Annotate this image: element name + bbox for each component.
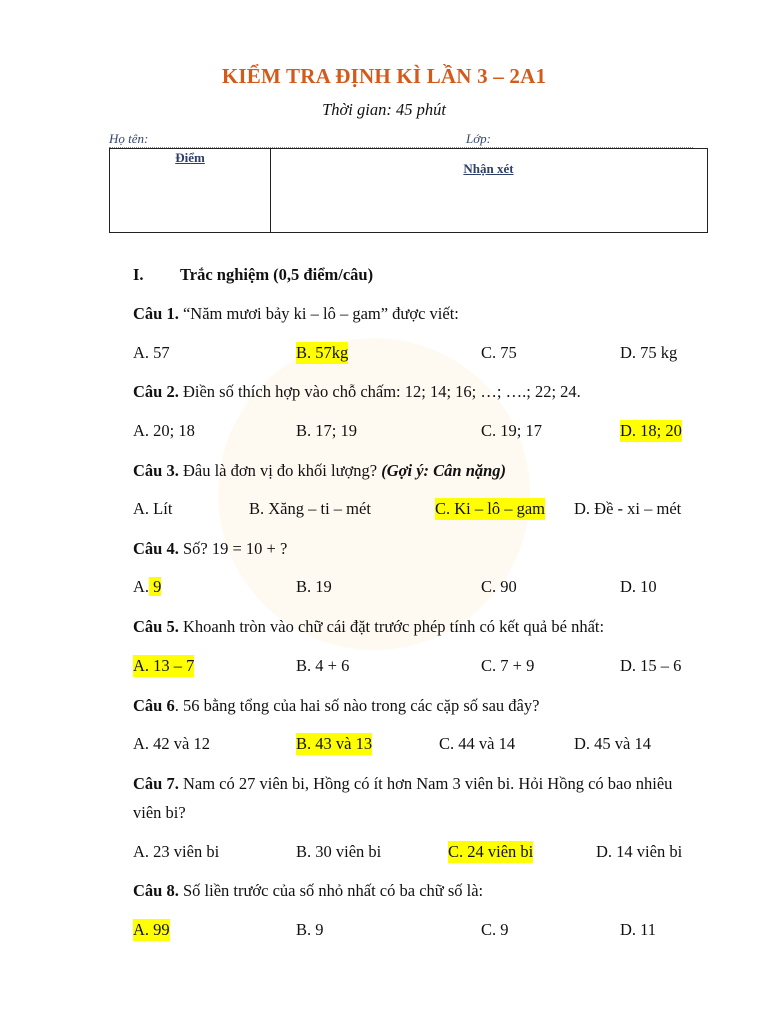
question-text: Số liền trước của số nhỏ nhất có ba chữ số là: xyxy=(178,881,484,900)
option-text: 43 và 13 xyxy=(311,734,373,753)
option-2c[interactable] xyxy=(481,420,542,442)
class-label: Lớp: xyxy=(466,131,491,146)
option-letter: C. xyxy=(448,842,464,861)
option-text: Ki – lô – gam xyxy=(450,499,546,518)
option-letter: D. xyxy=(574,734,591,753)
option-6c[interactable] xyxy=(439,733,515,755)
question-text: “Năm mươi bảy ki – lô – gam” được viết: xyxy=(178,304,459,323)
option-text: 13 – 7 xyxy=(149,656,195,675)
option-5c[interactable] xyxy=(481,655,534,677)
option-8b[interactable] xyxy=(296,919,324,941)
option-3c[interactable] xyxy=(435,498,545,520)
option-text: 11 xyxy=(636,920,657,939)
option-3d[interactable] xyxy=(574,498,681,520)
option-letter: B. xyxy=(296,734,312,753)
option-1a[interactable] xyxy=(133,342,170,364)
option-letter: D. xyxy=(620,421,637,440)
option-letter: B. xyxy=(296,842,312,861)
option-letter: D. xyxy=(620,656,637,675)
option-2b[interactable] xyxy=(296,420,357,442)
option-letter: A. xyxy=(133,734,150,753)
option-8a[interactable] xyxy=(133,919,170,941)
option-7a[interactable] xyxy=(133,841,219,863)
option-3a[interactable] xyxy=(133,498,172,520)
option-letter: D. xyxy=(620,577,637,596)
option-text: 75 xyxy=(496,343,517,362)
exam-duration: Thời gian: 45 phút xyxy=(322,100,446,119)
section-number: I. xyxy=(133,265,144,284)
option-letter: A. xyxy=(133,343,150,362)
option-text: 44 và 14 xyxy=(454,734,516,753)
option-text: 20; 18 xyxy=(149,421,195,440)
option-text: 9 xyxy=(496,920,509,939)
option-2a[interactable] xyxy=(133,420,195,442)
option-text: 17; 19 xyxy=(311,421,357,440)
option-text: 57 xyxy=(149,343,170,362)
option-2d[interactable] xyxy=(620,420,682,442)
question-5 xyxy=(133,615,604,639)
option-letter: A. xyxy=(133,499,150,518)
student-info-line[interactable] xyxy=(109,131,693,148)
option-text: 30 viên bi xyxy=(311,842,382,861)
option-letter: C. xyxy=(481,343,497,362)
option-1d[interactable] xyxy=(620,342,677,364)
option-text: 42 và 12 xyxy=(149,734,210,753)
option-letter: B. xyxy=(296,421,312,440)
option-text: 9 xyxy=(149,577,162,596)
comment-header: Nhận xét xyxy=(463,161,514,176)
option-text: 10 xyxy=(636,577,657,596)
option-text: Lít xyxy=(149,499,173,518)
question-label: Câu 4. xyxy=(133,539,179,558)
option-text: 24 viên bi xyxy=(463,842,534,861)
score-header: Điểm xyxy=(175,150,205,165)
option-text: 4 + 6 xyxy=(311,656,350,675)
option-text: 90 xyxy=(496,577,517,596)
section-title: Trắc nghiệm (0,5 điểm/câu) xyxy=(180,265,374,284)
question-label: Câu 7. xyxy=(133,774,179,793)
question-text: Nam có 27 viên bi, Hồng có ít hơn Nam 3 viên bi. Hỏi Hồng có bao nhiêu viên bi? xyxy=(133,774,673,822)
option-text: 99 xyxy=(149,920,170,939)
option-5a[interactable] xyxy=(133,655,194,677)
option-5b[interactable] xyxy=(296,655,349,677)
option-letter: C. xyxy=(481,920,497,939)
option-4d[interactable] xyxy=(620,576,657,598)
question-2 xyxy=(133,380,581,404)
option-letter: A. xyxy=(133,656,150,675)
question-label: Câu 8. xyxy=(133,881,179,900)
option-4a[interactable] xyxy=(133,576,161,598)
option-letter: D. xyxy=(620,920,637,939)
option-text: 75 kg xyxy=(636,343,678,362)
option-7d[interactable] xyxy=(596,841,682,863)
option-letter: A. xyxy=(133,842,150,861)
name-label: Họ tên: xyxy=(109,131,149,146)
option-7c[interactable] xyxy=(448,841,533,863)
option-letter: A. xyxy=(133,421,150,440)
option-text: 45 và 14 xyxy=(590,734,651,753)
option-letter: B. xyxy=(296,577,312,596)
option-4b[interactable] xyxy=(296,576,332,598)
option-letter: C. xyxy=(439,734,455,753)
option-5d[interactable] xyxy=(620,655,681,677)
option-text: 23 viên bi xyxy=(149,842,220,861)
option-7b[interactable] xyxy=(296,841,381,863)
question-text: Đâu là đơn vị đo khối lượng? xyxy=(178,461,382,480)
option-text: Đề - xi – mét xyxy=(590,499,682,518)
option-6a[interactable] xyxy=(133,733,210,755)
option-letter: B. xyxy=(296,656,312,675)
option-text: Xăng – ti – mét xyxy=(264,499,371,518)
question-text: Số? 19 = 10 + ? xyxy=(178,539,288,558)
question-label: Câu 1. xyxy=(133,304,179,323)
question-4 xyxy=(133,537,287,561)
option-text: 18; 20 xyxy=(636,421,682,440)
question-text: . 56 bằng tổng của hai số nào trong các cặp số sau đây? xyxy=(174,696,540,715)
option-letter: B. xyxy=(296,920,312,939)
option-letter: C. xyxy=(435,499,451,518)
option-letter: A. xyxy=(133,577,150,596)
question-hint: (Gợi ý: Cân nặng) xyxy=(381,461,507,480)
option-letter: B. xyxy=(249,499,265,518)
option-letter: D. xyxy=(620,343,637,362)
option-6b[interactable] xyxy=(296,733,372,755)
question-text: Điền số thích hợp vào chỗ chấm: 12; 14; 16; …; ….; 22; 24. xyxy=(178,382,581,401)
option-text: 15 – 6 xyxy=(636,656,682,675)
option-letter: D. xyxy=(574,499,591,518)
option-letter: D. xyxy=(596,842,613,861)
question-7 xyxy=(133,769,693,827)
option-text: 19 xyxy=(311,577,332,596)
question-text: Khoanh tròn vào chữ cái đặt trước phép tính có kết quả bé nhất: xyxy=(178,617,605,636)
question-label: Câu 6 xyxy=(133,696,175,715)
option-letter: B. xyxy=(296,343,312,362)
option-8d[interactable] xyxy=(620,919,656,941)
score-table xyxy=(109,148,708,233)
option-text: 57kg xyxy=(311,343,349,362)
option-1b[interactable] xyxy=(296,342,348,364)
question-6 xyxy=(133,694,539,718)
option-text: 9 xyxy=(311,920,324,939)
question-label: Câu 5. xyxy=(133,617,179,636)
question-3 xyxy=(133,459,506,483)
page-title: KIỂM TRA ĐỊNH KÌ LẦN 3 – 2A1 xyxy=(221,64,547,88)
option-1c[interactable] xyxy=(481,342,517,364)
question-1 xyxy=(133,302,459,326)
option-letter: C. xyxy=(481,421,497,440)
option-3b[interactable] xyxy=(249,498,371,520)
option-4c[interactable] xyxy=(481,576,517,598)
option-text: 7 + 9 xyxy=(496,656,535,675)
question-label: Câu 2. xyxy=(133,382,179,401)
question-label: Câu 3. xyxy=(133,461,179,480)
section-heading xyxy=(133,265,373,285)
option-letter: C. xyxy=(481,577,497,596)
option-letter: C. xyxy=(481,656,497,675)
option-8c[interactable] xyxy=(481,919,509,941)
question-8 xyxy=(133,879,483,903)
option-text: 14 viên bi xyxy=(612,842,683,861)
option-6d[interactable] xyxy=(574,733,651,755)
option-letter: A. xyxy=(133,920,150,939)
option-text: 19; 17 xyxy=(496,421,542,440)
